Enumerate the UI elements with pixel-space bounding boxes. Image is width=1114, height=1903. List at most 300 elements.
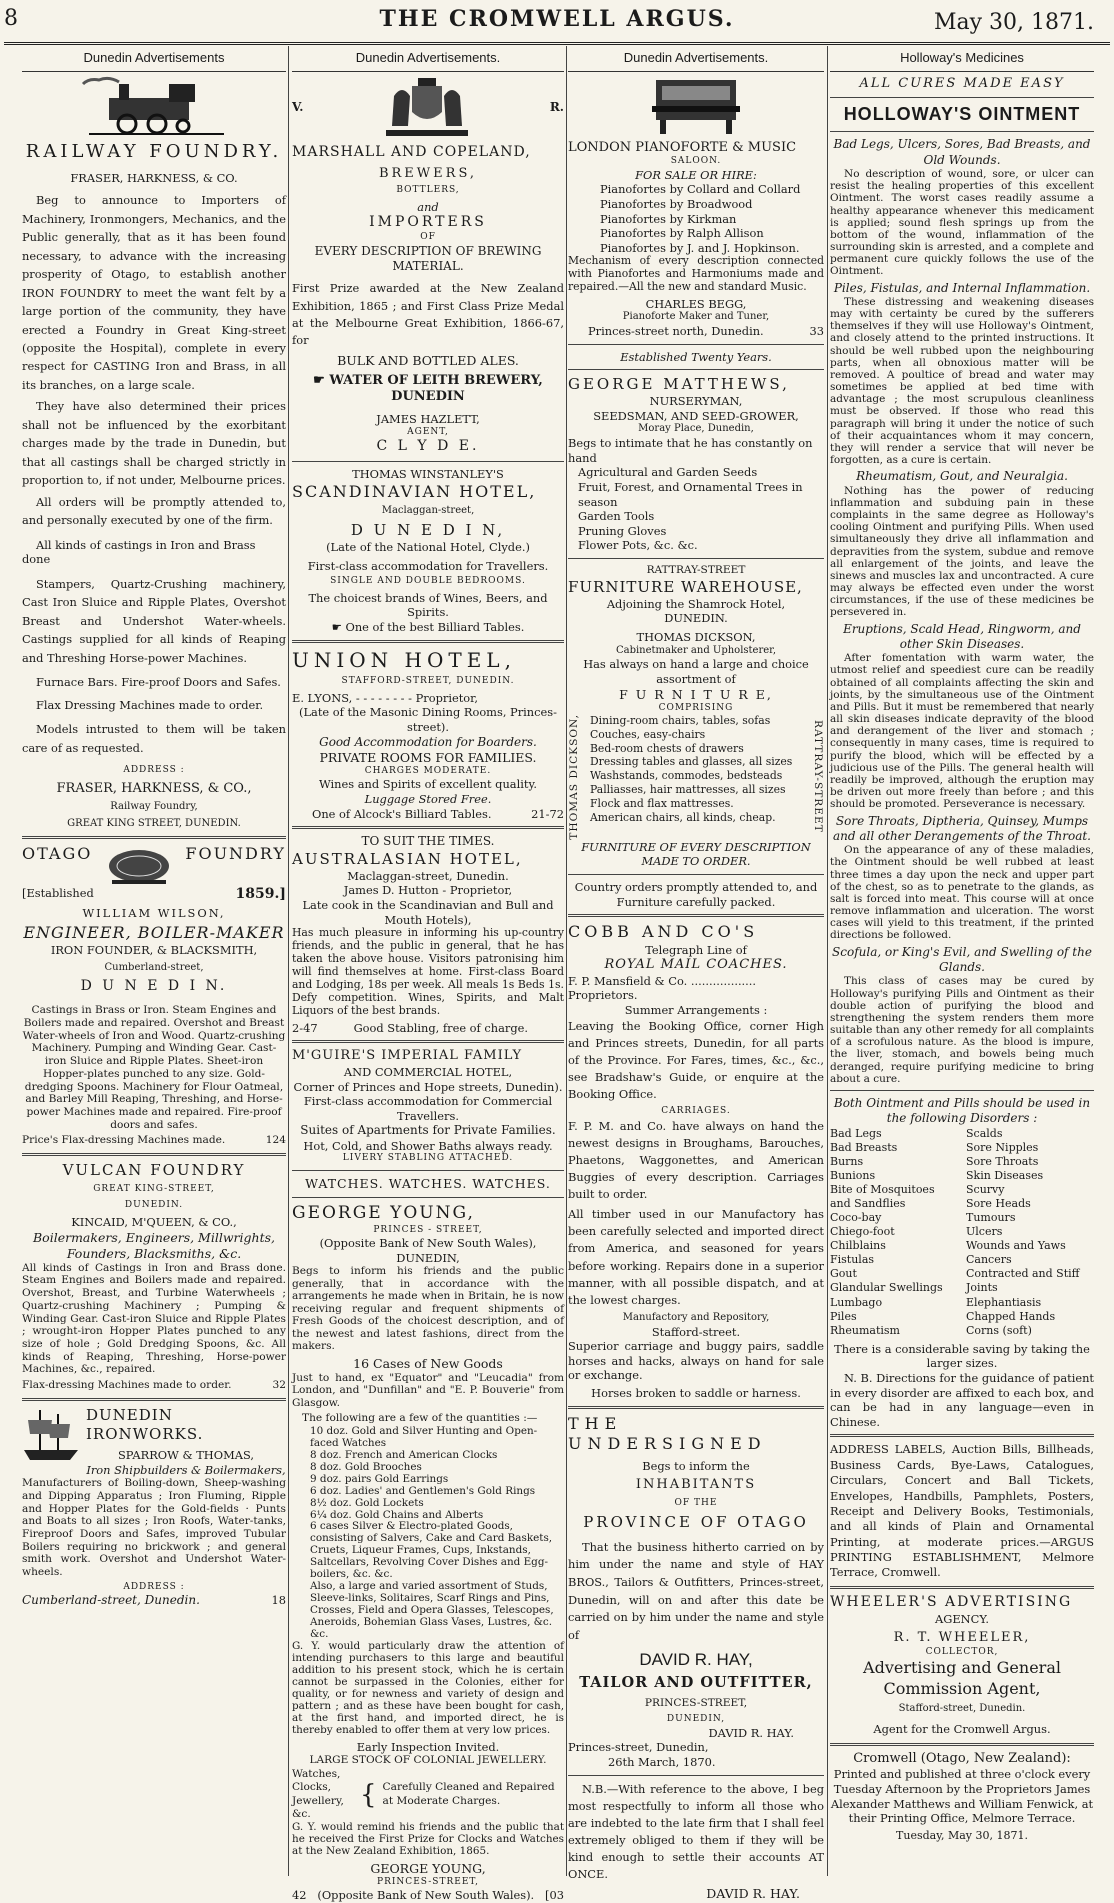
column-header: Dunedin Advertisements bbox=[22, 48, 286, 72]
undersigned-begs: Begs to inform the bbox=[642, 1458, 750, 1473]
vertical-street: RATTRAY-STREET bbox=[812, 720, 824, 834]
column-4 bbox=[830, 48, 1094, 1876]
london-piano-name: CHARLES BEGG, bbox=[645, 296, 747, 311]
divider bbox=[568, 1775, 824, 1776]
list-item: 9 doz. pairs Gold Earrings bbox=[310, 1472, 449, 1485]
australasian-hotel-text: Has much pleasure in informing his up-country friends, and the public in general, that he has taken the above house. Visitors patronising him will find themselves at home. First-class Board and Lodging, 18s per week. All meals 1s Beds 1s. Defy competition. Wines, Spirits, and Malt Liquors of the best brands. bbox=[292, 926, 564, 1017]
cobb-manufactory: Manufactory and Repository, bbox=[622, 1311, 770, 1323]
mguire-hotel-title2: AND COMMERCIAL HOTEL, bbox=[343, 1065, 513, 1079]
furniture-title: FURNITURE WAREHOUSE, bbox=[568, 577, 803, 596]
address-line: FRASER, HARKNESS, & CO., bbox=[56, 780, 252, 796]
masthead bbox=[0, 0, 1114, 46]
holloway-subheading: Sore Throats, Diptheria, Quinsey, Mumps and all other Derangements of the Throat. bbox=[832, 813, 1091, 843]
mguire-hotel-livery: LIVERY STABLING ATTACHED. bbox=[342, 1153, 514, 1164]
scandinavian-hotel-billiards bbox=[292, 620, 564, 635]
column-header: Dunedin Advertisements. bbox=[292, 48, 564, 72]
railway-foundry-text: Furnace Bars. Fire-proof Doors and Safes. bbox=[36, 675, 281, 690]
list-item: Pruning Gloves bbox=[578, 523, 667, 538]
list-item: Bad Legs bbox=[830, 1126, 882, 1140]
cobb-carriages: CARRIAGES. bbox=[661, 1106, 731, 1117]
wheeler-agency: AGENCY. bbox=[935, 1611, 989, 1626]
ad-number: 2-47 bbox=[292, 1020, 318, 1035]
holloway-subheading: Scofula, or King's Evil, and Swelling of the Glands. bbox=[832, 944, 1092, 974]
otago-foundry-word: OTAGO bbox=[22, 844, 93, 864]
column-2 bbox=[292, 48, 564, 1903]
wheeler-collector: COLLECTOR, bbox=[925, 1646, 999, 1657]
list-item: 8 doz. French and American Clocks bbox=[310, 1448, 498, 1461]
divider bbox=[830, 131, 1094, 132]
railway-foundry-firm: FRASER, HARKNESS, & CO. bbox=[70, 170, 238, 185]
list-item: Ulcers bbox=[966, 1225, 1003, 1239]
piano-engraving bbox=[646, 76, 746, 136]
divider bbox=[830, 1090, 1094, 1091]
column-header: Holloway's Medicines bbox=[830, 48, 1094, 72]
holloway-saving: There is a considerable saving by taking the larger sizes. bbox=[834, 1341, 1090, 1371]
london-piano-addr: Princes-street north, Dunedin. bbox=[588, 323, 764, 338]
list-item: Also, a large and varied assortment of Studs, Sleeve-links, Solitaires, Scarf Rings and Pins, Crosses, Field and Opera Glasses, Telescopes, Aneroids, Bohemian Glass Vases, Lustres, &c. &c. bbox=[310, 1580, 554, 1641]
list-item: Chilblains bbox=[830, 1239, 886, 1253]
list-item: Lumbago bbox=[830, 1295, 883, 1309]
royal-cypher-v: V. bbox=[292, 99, 304, 114]
george-young-footer bbox=[292, 1888, 564, 1903]
holloway-subheading: Both Ointment and Pills should be used in the following Disorders : bbox=[833, 1095, 1091, 1126]
tailor-place: Princes-street, Dunedin, bbox=[568, 1740, 709, 1755]
holloway-text: On the appearance of any of these maladies, the Ointment should be well rubbed at least three times a day upon the neck and upper part of the chest, so as to penetrate to the glands, as salt is forced into meat. This course will at once remove inflammation and ulceration. The worst cases will yield to this treatment, if the printed directions be followed. bbox=[830, 844, 1094, 942]
george-young-early: Early Inspection Invited. bbox=[356, 1739, 500, 1754]
divider bbox=[292, 461, 564, 462]
pointing-hand-icon: ☛ bbox=[331, 620, 346, 635]
address-label: ADDRESS : bbox=[123, 765, 185, 776]
divider bbox=[292, 1170, 564, 1171]
column-1 bbox=[22, 48, 286, 1876]
established-year: 1859.] bbox=[235, 886, 286, 903]
tailor-sign: DAVID R. HAY. bbox=[706, 1886, 800, 1902]
marshall-copeland-prize: First Prize awarded at the New Zealand Exhibition, 1865 ; and First Class Prize Medal at the Melbourne Great Exhibition, 1866-67, for bbox=[292, 281, 564, 347]
tailor-nb: N.B.—With reference to the above, I beg most respectfully to inform all those who are indebted to the late firm that I shall feel extremely obliged to them if they will be kind enough to settle their accounts AT ONCE. bbox=[568, 1781, 824, 1882]
vulcan-foundry-street: GREAT KING-STREET, bbox=[93, 1184, 215, 1195]
mguire-hotel-corner: Corner of Princes and Hope streets, Dunedin). First-class accommodation for Commercial Travellers. bbox=[293, 1079, 563, 1123]
list-item: Cancers bbox=[966, 1253, 1012, 1267]
vertical-owner: THOMAS DICKSON, bbox=[568, 714, 580, 840]
furniture-comprising: COMPRISING bbox=[658, 702, 734, 713]
divider bbox=[568, 874, 824, 875]
australasian-hotel-title: AUSTRALASIAN HOTEL, bbox=[292, 849, 523, 868]
furniture-country: Country orders promptly attended to, and Furniture carefully packed. bbox=[574, 879, 818, 909]
holloway-subheading: Bad Legs, Ulcers, Sores, Bad Breasts, and Old Wounds. bbox=[833, 137, 1091, 167]
list-item: Agricultural and Garden Seeds bbox=[578, 465, 758, 480]
cobb-text: F. P. M. and Co. have always on hand the newest designs in Broughams, Barouches, Phaetons, Waggonettes, and American Buggies of every description. Carriages built to order. bbox=[568, 1118, 824, 1202]
george-matthews-nurs: NURSERYMAN, bbox=[649, 394, 743, 409]
union-hotel-street: STAFFORD-STREET, DUNEDIN. bbox=[341, 676, 515, 687]
railway-foundry-text: Flax Dressing Machines made to order. bbox=[36, 697, 264, 712]
list-item: Burns bbox=[830, 1154, 864, 1168]
vulcan-foundry-title: VULCAN FOUNDRY bbox=[62, 1160, 246, 1179]
george-matthews-place: Moray Place, Dunedin, bbox=[638, 423, 754, 435]
union-hotel-title: UNION HOTEL, bbox=[292, 647, 516, 672]
and-label: and bbox=[417, 199, 439, 214]
divider bbox=[22, 836, 286, 839]
george-young-items bbox=[292, 1426, 564, 1641]
railway-foundry-text: Beg to announce to Importers of Machinery, Ironmongers, Mechanics, and the Public generally, that as it has been found necessary, to advance with the increasing prosperity of Otago, to establish another IRON FOUNDRY to meet the want felt by a large portion of the community, they have erected a Foundry in Great King-street (opposite the Hospital), complete in every respect for CASTING Iron and Brass, in all its branches, on a large scale. bbox=[22, 193, 286, 392]
george-young-text: Begs to inform his friends and the public generally, that in accordance with the arrangements he made when in Britain, he is now receiving regular and frequent shipments of Fresh Goods of the choicest description, and of the newest and latest fashions, direct from the makers. bbox=[292, 1265, 564, 1353]
george-matthews-items bbox=[568, 465, 824, 553]
cobb-horses: Horses broken to saddle or harness. bbox=[591, 1386, 801, 1401]
undersigned-text: That the business hitherto carried on by him under the name and style of HAY BROS., Tailors & Outfitters, Princes-street, Dunedin, will on and after this date be carried on by him under the name and style of bbox=[568, 1539, 824, 1642]
holloway-subheading: Eruptions, Scald Head, Ringworm, and other Skin Diseases. bbox=[843, 621, 1081, 651]
london-piano-footer bbox=[568, 324, 824, 339]
list-item: Flock and flax mattresses. bbox=[590, 796, 734, 810]
railway-foundry-text: Models intrusted to them will be taken care of as requested. bbox=[22, 722, 286, 755]
brewery-name: WATER OF LEITH BREWERY, DUNEDIN bbox=[329, 372, 543, 405]
list-item: Bite of Mosquitoes and Sandflies bbox=[830, 1182, 935, 1210]
list-item: Pianofortes by Ralph Allison bbox=[600, 226, 764, 241]
george-young-landed: Just to hand, ex "Equator" and "Leucadia" from London, and "Dunfillan" and "E. P. Bouverie" from Glasgow. bbox=[292, 1371, 564, 1409]
water-of-leith-brewery bbox=[292, 373, 564, 406]
list-item: Gout bbox=[830, 1267, 857, 1281]
otago-foundry-last: Price's Flax-dressing Machines made. bbox=[22, 1134, 226, 1147]
divider bbox=[292, 640, 564, 643]
vulcan-foundry-city: DUNEDIN. bbox=[124, 1199, 184, 1210]
list-item: Chapped Hands bbox=[966, 1309, 1056, 1323]
union-hotel-late: (Late of the Masonic Dining Rooms, Princes-street). bbox=[299, 705, 557, 734]
divider bbox=[292, 826, 564, 829]
union-hotel-good: Good Accommodation for Boarders. bbox=[319, 734, 537, 749]
list-item: Pianofortes by Broadwood bbox=[600, 196, 753, 211]
railway-foundry-text: Stampers, Quartz-Crushing machinery, Cast Iron Sluice and Ripple Plates, Overshot Breast and Undershot Water-wheels. Castings supplied for all kinds of Reaping and Threshing Horse-power Machines. bbox=[22, 576, 286, 665]
scandinavian-hotel-title: SCANDINAVIAN HOTEL, bbox=[292, 481, 537, 501]
divider bbox=[22, 1398, 286, 1401]
dunedin-ironworks-firm: SPARROW & THOMAS, bbox=[117, 1447, 254, 1462]
dunedin-ironworks-trade: Iron Shipbuilders & Boilermakers, bbox=[86, 1462, 286, 1477]
george-young-city: DUNEDIN, bbox=[396, 1250, 460, 1265]
otago-foundry-city: D U N E D I N. bbox=[80, 978, 228, 995]
ad-number: 21-72 bbox=[531, 806, 564, 821]
divider bbox=[568, 558, 824, 559]
list-item: Couches, easy-chairs bbox=[590, 727, 706, 741]
cobb-text: All timber used in our Manufactory has been carefully selected and imported direct from America, and seasoned for years before working. Repairs done in a superior manner, with all possible dispatch, and at the lowest charges. bbox=[568, 1207, 824, 1307]
list-item: Dining-room chairs, tables, sofas bbox=[590, 714, 771, 728]
list-item: Dressing tables and glasses, all sizes bbox=[590, 755, 793, 769]
george-young-cases: 16 Cases of New Goods bbox=[353, 1355, 503, 1371]
union-hotel-charges: CHARGES MODERATE. bbox=[364, 765, 492, 776]
union-hotel-luggage: Luggage Stored Free. bbox=[364, 792, 492, 806]
furniture-adj: Adjoining the Shamrock Hotel, bbox=[606, 596, 786, 611]
otago-foundry-heading bbox=[22, 844, 286, 886]
page-number: 8 bbox=[4, 6, 18, 31]
address-line: GREAT KING STREET, DUNEDIN. bbox=[67, 818, 241, 830]
scandinavian-hotel-street: Maclaggan-street, bbox=[381, 505, 475, 517]
list-item: Fistulas bbox=[830, 1253, 875, 1267]
address-line: Cumberland-street, Dunedin. bbox=[22, 1593, 200, 1608]
dunedin-ironworks-text: Manufacturers of Boiling-down, Sheep-washing and Dipping Apparatus ; Iron Fluming, Ripple and Hopper Plates for the Gold-fields · Punts and Boats to all sizes ; Iron Roofs, Water-tanks, Fireproof Doors and Safes, improved Tubular Boilers requiring no brickwork ; and general smith work. Overshot and Undershot Water-wheels. bbox=[22, 1477, 286, 1579]
list-item: Washstands, commodes, bedsteads bbox=[590, 769, 783, 783]
furniture-owner: THOMAS DICKSON, bbox=[636, 629, 756, 644]
divider bbox=[568, 369, 824, 370]
george-young-large: LARGE STOCK OF COLONIAL JEWELLERY. bbox=[309, 1754, 547, 1767]
tailor-sign: DAVID R. HAY. bbox=[708, 1725, 794, 1740]
mguire-hotel-baths: Hot, Cold, and Shower Baths always ready. bbox=[303, 1138, 553, 1153]
marshall-copeland-title: MARSHALL AND COPELAND, bbox=[292, 143, 531, 160]
london-piano-mech: Mechanism of every description connected with Pianofortes and Harmoniums made and repaired.—All the new and standard Music. bbox=[568, 254, 824, 293]
list-item: Garden Tools bbox=[578, 509, 655, 524]
brewing-material: EVERY DESCRIPTION OF BREWING MATERIAL. bbox=[314, 243, 542, 274]
tailor-street: PRINCES-STREET, bbox=[644, 1696, 748, 1709]
divider bbox=[830, 1586, 1094, 1589]
tailor-trade: TAILOR AND OUTFITTER, bbox=[579, 1674, 813, 1692]
australasian-hotel-footer bbox=[292, 1021, 564, 1036]
george-young-street2: PRINCES-STREET, bbox=[377, 1876, 479, 1887]
vulcan-foundry-text: All kinds of Castings in Iron and Brass done. Steam Engines and Boilers made and repaired. Overshot, Breast, and Turbine Waterwheels ; Quartz-crushing Machinery ; Pumping & Winding Gear. Cast-iron Sluice and Ripple Plates ; wrought-iron Hopper Plates punched to any size of hole ; Gold Dredging Spoons, &c. All kinds of Reaping, Threshing, Horse-power Machines, &c., repaired. bbox=[22, 1261, 286, 1376]
scandinavian-hotel-city: D U N E D I N, bbox=[350, 520, 506, 539]
dunedin-ironworks-heading bbox=[22, 1406, 286, 1478]
list-item: Pianofortes by Kirkman bbox=[600, 211, 737, 226]
cobb-summer: Summer Arrangements : bbox=[624, 1003, 768, 1018]
list-item: 8 doz. Gold Brooches bbox=[310, 1460, 422, 1473]
ad-number: 42 bbox=[292, 1888, 307, 1903]
vulcan-foundry-last: Flax-dressing Machines made to order. bbox=[22, 1379, 232, 1392]
list-item: Coco-bay bbox=[830, 1211, 882, 1225]
list-item: Tumours bbox=[966, 1211, 1016, 1225]
london-piano-title: LONDON PIANOFORTE & MUSIC bbox=[568, 139, 797, 155]
list-item: Rheumatism bbox=[830, 1323, 900, 1337]
otago-foundry-list: Castings in Brass or Iron. Steam Engines and Boilers made and repaired. Overshot and Breast Water-wheels of Iron and Wood. Quartz-crushing Machinery. Pumping and Winding Gear. Cast-iron Sluice and Ripple Plates. Sheet-iron Hopper-plates punched to any size. Gold-dredging Spoons. Machinery for Flour Oatmeal, and Barley Mill Reaping, Threshing, and Horse-power Machines made and repaired. Fire-proof doors and safes. bbox=[22, 1004, 286, 1131]
cobb-royal: ROYAL MAIL COACHES. bbox=[604, 957, 788, 973]
list-item: Glandular Swellings bbox=[830, 1281, 943, 1295]
george-young-title: GEORGE YOUNG, bbox=[292, 1202, 475, 1223]
list-item: 10 doz. Gold and Silver Hunting and Open-faced Watches bbox=[310, 1424, 538, 1449]
george-young-remind: G. Y. would remind his friends and the public that he received the First Prize for Clocks and Watches at the New Zealand Exhibition, 1865. bbox=[292, 1820, 564, 1857]
list-item: 6 doz. Ladies' and Gentlemen's Gold Rings bbox=[310, 1484, 536, 1497]
of-label: OF bbox=[420, 232, 436, 243]
holloway-text: These distressing and weakening diseases may with certainty be cured by the sufferers themselves if they will use Holloway's Ointment, and closely attend to the printed instructions. It should be well rubbed upon the neighbouring parts, when all obnoxious matter will be removed. A poultice of bread and water may sometimes be applied at bed time with advantage ; the most scrupulous cleanliness must be observed. If those who read this paragraph will bring it under the notice of such of their acquaintances whom it may concern, they will render a service that will never be forgotten, as a cure is certain. bbox=[830, 295, 1094, 467]
furniture-trade: Cabinetmaker and Upholsterer, bbox=[615, 644, 777, 656]
scandinavian-hotel-first: First-class accommodation for Travellers. bbox=[307, 558, 549, 573]
railway-foundry-text: They have also determined their prices shall not be influenced by the exorbitant charges made by the trade in Dunedin, but that all castings shall be charged strictly in proportion to, if not under, Melbourne prices. bbox=[22, 399, 286, 488]
divider bbox=[830, 1434, 1094, 1437]
list-item: American chairs, all kinds, cheap. bbox=[590, 810, 776, 824]
list-item: Pianofortes by Collard and Collard bbox=[600, 182, 801, 197]
established-label: [Established bbox=[22, 886, 94, 901]
london-piano-list bbox=[568, 182, 824, 255]
george-young-repairs bbox=[292, 1768, 564, 1822]
otago-foundry-owner: WILLIAM WILSON, bbox=[82, 905, 226, 920]
list-item: Wounds and Yaws bbox=[966, 1239, 1066, 1253]
locomotive-engraving bbox=[79, 76, 229, 136]
scandinavian-hotel-prop: THOMAS WINSTANLEY'S bbox=[352, 467, 504, 482]
scandinavian-hotel-rooms: SINGLE AND DOUBLE BEDROOMS. bbox=[330, 576, 526, 587]
imprint-date: Tuesday, May 30, 1871. bbox=[896, 1828, 1028, 1842]
brewers-label: BREWERS, bbox=[378, 165, 478, 181]
otago-foundry-trade2: IRON FOUNDER, & BLACKSMITH, bbox=[50, 943, 258, 958]
divider bbox=[830, 1743, 1094, 1746]
furniture-every: FURNITURE OF EVERY DESCRIPTION MADE TO ORDER. bbox=[581, 839, 811, 869]
undersigned-ofthe: OF THE bbox=[674, 1497, 718, 1508]
railway-foundry-title: RAILWAY FOUNDRY. bbox=[25, 140, 283, 162]
wheeler-agent: Agent for the Cromwell Argus. bbox=[873, 1722, 1051, 1737]
otago-foundry-established bbox=[22, 886, 286, 904]
otago-foundry-footer bbox=[22, 1134, 286, 1148]
masthead-rule bbox=[4, 42, 1110, 45]
furniture-street: RATTRAY-STREET bbox=[646, 564, 746, 577]
furniture-word: F U R N I T U R E, bbox=[619, 686, 773, 702]
boiler-engraving bbox=[104, 844, 174, 886]
bottlers-label: BOTTLERS, bbox=[396, 185, 460, 196]
london-piano-sale: FOR SALE OR HIRE: bbox=[635, 167, 757, 182]
undersigned-inhabitants: INHABITANTS bbox=[635, 1477, 757, 1493]
george-young-opp: (Opposite Bank of New South Wales), bbox=[319, 1236, 537, 1251]
watches-banner: WATCHES. WATCHES. WATCHES. bbox=[305, 1175, 551, 1191]
holloway-text: After fomentation with warm water, the utmost relief and speediest cure can be readily obtained of all complaints affecting the skin and joints, by the simultaneous use of the Ointment and Pills. But it must be remembered that nearly all skin diseases indicate depravity of the blood and derangement of the liver and stomach ; consequently in many cases, time is required to purify the blood, which will be effected by a judicious use of the Pills. The general health will readily be improved, although the eruption may be driven out more freely than before ; and this should be promoted. Perseverance is necessary. bbox=[830, 652, 1094, 811]
disorders-left bbox=[830, 1127, 958, 1338]
ad-number: 32 bbox=[272, 1379, 286, 1392]
furniture-list bbox=[584, 714, 808, 840]
london-piano-saloon: SALOON. bbox=[670, 156, 722, 167]
repair-terms: Carefully Cleaned and Repaired at Moderate Charges. bbox=[382, 1781, 555, 1807]
tailor-name: DAVID R. HAY, bbox=[639, 1649, 753, 1669]
union-hotel-billiards: One of Alcock's Billiard Tables. bbox=[312, 806, 492, 821]
holloway-text: This class of cases may be cured by Holloway's purifying Pills and Ointment as their double action of purifying the blood and strengthening the system renders them more suitable than any other remedy for all complaints of a scrofulous nature. As the blood is impure, the liver, stomach, and bowels being much deranged, require purifying medicine to bring about a cure. bbox=[830, 975, 1094, 1085]
royal-coat-of-arms bbox=[372, 76, 482, 140]
list-item: Corns (soft) bbox=[966, 1323, 1032, 1337]
scandinavian-hotel-wines: The choicest brands of Wines, Beers, and Spirits. bbox=[308, 590, 548, 620]
list-item: Elephantiasis bbox=[966, 1295, 1042, 1309]
vulcan-foundry-trade: Boilermakers, Engineers, Millwrights, Founders, Blacksmiths, &c. bbox=[33, 1229, 275, 1261]
undersigned-province: PROVINCE OF OTAGO bbox=[583, 1513, 809, 1532]
list-item: Piles bbox=[830, 1309, 857, 1323]
cobb-text: Superior carriage and buggy pairs, saddle horses and hacks, always on hand for sale or exchange. bbox=[568, 1339, 824, 1383]
column-3 bbox=[568, 48, 824, 1902]
dunedin-ironworks-address bbox=[22, 1593, 286, 1608]
holloway-subheading: Rheumatism, Gout, and Neuralgia. bbox=[856, 469, 1068, 484]
railway-foundry-text: All kinds of castings in Iron and Brass done bbox=[22, 537, 256, 567]
list-item: Pianofortes by J. and J. Hopkinson. bbox=[600, 240, 800, 255]
ad-number: 18 bbox=[271, 1593, 286, 1608]
list-item: Contracted and Stiff Joints bbox=[966, 1267, 1080, 1295]
list-item: Bad Breasts bbox=[830, 1140, 898, 1154]
holloway-title: HOLLOWAY'S OINTMENT bbox=[843, 104, 1081, 125]
imprint-text: Printed and published at three o'clock every Tuesday Afternoon by the Proprietors James Alexander Matthews and William Fenwick, at their Printing Office, Melmore Terrace. bbox=[830, 1767, 1094, 1826]
list-item: Sore Throats bbox=[966, 1154, 1039, 1168]
list-item: Scalds bbox=[966, 1126, 1003, 1140]
divider bbox=[292, 1197, 564, 1198]
wheeler-name: R. T. WHEELER, bbox=[893, 1630, 1031, 1646]
list-item: Fruit, Forest, and Ornamental Trees in season bbox=[578, 480, 803, 509]
vulcan-foundry-footer bbox=[22, 1379, 286, 1393]
divider bbox=[830, 97, 1094, 98]
cobb-telegraph: Telegraph Line of bbox=[645, 942, 747, 957]
george-young-name: GEORGE YOUNG, bbox=[370, 1860, 486, 1876]
furniture-hand: Has always on hand a large and choice assortment of bbox=[583, 657, 809, 686]
column-divider bbox=[566, 46, 567, 1876]
holloway-nb: N. B. Directions for the guidance of patient in every disorder are affixed to each box, and can be had in any language—even in Chinese. bbox=[830, 1370, 1094, 1429]
tailor-city: DUNEDIN, bbox=[666, 1714, 726, 1725]
holloway-text: Nothing has the power of reducing inflammation and subduing pain in these complaints in the same degree as Holloway's cooling Ointment and purifying Pills. When used simultaneously they drive all inflammation and depravities from the system, subdue and remove all enlargement of the joints, and leave the sinews and muscles lax and uncontracted. A cure may always be effected even under the worst circumstances, if the use of these medicines be persevered in. bbox=[830, 484, 1094, 619]
list-item: Sore Heads bbox=[966, 1196, 1031, 1210]
george-matthews-title: GEORGE MATTHEWS, bbox=[568, 375, 790, 394]
list-item: 6¼ doz. Gold Chains and Alberts bbox=[310, 1508, 484, 1521]
australasian-hotel-street: Maclaggan-street, Dunedin. bbox=[347, 868, 509, 883]
mguire-hotel-title: M'GUIRE'S IMPERIAL FAMILY bbox=[292, 1048, 523, 1064]
divider bbox=[568, 1406, 824, 1409]
union-hotel-wines: Wines and Spirits of excellent quality. bbox=[319, 777, 537, 792]
list-item: Scurvy bbox=[966, 1182, 1005, 1196]
royal-cypher-r: R. bbox=[549, 99, 564, 114]
ad-number: [03 bbox=[545, 1888, 564, 1903]
address-line: Railway Foundry, bbox=[110, 801, 198, 813]
agent-town: C L Y D E. bbox=[376, 438, 480, 455]
column-header: Dunedin Advertisements. bbox=[568, 48, 824, 72]
ship-engraving bbox=[22, 1406, 80, 1464]
address-label: ADDRESS : bbox=[123, 1581, 185, 1592]
tailor-date: 26th March, 1870. bbox=[608, 1755, 716, 1770]
australasian-hotel-late: Late cook in the Scandinavian and Bull and Mouth Hotels), bbox=[302, 897, 554, 927]
otago-foundry-word: FOUNDRY bbox=[185, 844, 286, 864]
divider bbox=[292, 1040, 564, 1043]
list-item: Palliasses, hair mattresses, all sizes bbox=[590, 783, 786, 797]
furniture-city: DUNEDIN. bbox=[664, 611, 728, 626]
scandinavian-hotel-late: (Late of the National Hotel, Clyde.) bbox=[326, 540, 530, 555]
disorders-table bbox=[830, 1127, 1094, 1338]
undersigned-title: THE UNDERSIGNED bbox=[568, 1413, 767, 1454]
list-item: Sore Nipples bbox=[966, 1140, 1039, 1154]
importers-label: IMPORTERS bbox=[369, 214, 487, 231]
furniture-list-block bbox=[568, 714, 824, 840]
list-item: 6 cases Silver & Electro-plated Goods, consisting of Salvers, Cake and Card Baskets, Cruets, Liqueur Frames, Cups, Inkstands, Saltcellars, Revolving Cover Dishes and Egg-boilers, &c. &c. bbox=[310, 1520, 553, 1581]
cobb-street: Stafford-street. bbox=[651, 1324, 741, 1339]
list-item: Skin Diseases bbox=[966, 1168, 1044, 1182]
george-young-opp2: (Opposite Bank of New South Wales). bbox=[317, 1888, 535, 1903]
repair-items: Watches, Clocks, Jewellery, &c. bbox=[292, 1767, 344, 1821]
divider bbox=[568, 344, 824, 345]
issue-date: May 30, 1871. bbox=[933, 10, 1094, 35]
divider bbox=[22, 1153, 286, 1156]
holloway-text: No description of wound, sore, or ulcer can resist the healing properties of this excellent Ointment. The worst cases readily assume a healthy appearance whenever this medicament is applied; sound flesh springs up from the bottom of the wound, inflammation of the surrounding skin is arrested, and a complete and permanent cure quickly follows the use of the Ointment. bbox=[830, 168, 1094, 278]
cobb-prop: F. P. Mansfield & Co. .................. Proprietors. bbox=[568, 973, 757, 1003]
george-matthews-body: Begs to intimate that he has constantly on hand bbox=[568, 436, 813, 465]
australasian-hotel-stabling: Good Stabling, free of charge. bbox=[353, 1020, 528, 1035]
london-piano-trade: Pianoforte Maker and Tuner, bbox=[622, 311, 770, 323]
vulcan-foundry-firm: KINCAID, M'QUEEN, & CO., bbox=[71, 1215, 237, 1230]
divider bbox=[568, 914, 824, 917]
agent-label: AGENT, bbox=[407, 426, 449, 437]
george-matthews-est: Established Twenty Years. bbox=[620, 349, 772, 364]
brace-icon: { bbox=[360, 1779, 377, 1810]
union-hotel-private: PRIVATE ROOMS FOR FAMILIES. bbox=[319, 749, 537, 765]
holloway-all-cures: ALL CURES MADE EASY bbox=[859, 75, 1065, 91]
argus-printing-ad: ADDRESS LABELS, Auction Bills, Billheads, Business Cards, Bye-Laws, Catalogues, Circulars, Concert and Ball Tickets, Envelopes, Handbills, Pamphlets, Posters, Receipt and Delivery Books, Testimonials, and all kinds of Plain and Ornamental Printing, at moderate prices.—ARGUS PRINTING ESTABLISHMENT, Melmore Terrace, Cromwell. bbox=[830, 1442, 1094, 1580]
list-item: Bed-room chests of drawers bbox=[590, 741, 744, 755]
wheeler-title: WHEELER'S ADVERTISING bbox=[830, 1593, 1073, 1610]
mguire-hotel-suites: Suites of Apartments for Private Families. bbox=[300, 1123, 556, 1138]
list-item: 8½ doz. Gold Lockets bbox=[310, 1496, 424, 1509]
column-divider bbox=[288, 46, 289, 1876]
bulk-ales: BULK AND BOTTLED ALES. bbox=[337, 352, 519, 368]
list-item: Chiego-foot bbox=[830, 1225, 895, 1239]
ad-number: 124 bbox=[265, 1134, 286, 1147]
australasian-hotel-slogan: TO SUIT THE TIMES. bbox=[361, 834, 495, 849]
holloway-subheading: Piles, Fistulas, and Internal Inflammation. bbox=[833, 280, 1091, 295]
column-divider bbox=[827, 46, 828, 1876]
union-hotel-footer bbox=[292, 807, 564, 822]
george-young-note: G. Y. would particularly draw the attention of intending purchasers to this large and beautiful addition to his present stock, which he is certain cannot be surpassed in the Colonies, either for quality, or for newness and variety of design and pattern ; and as these have been bought for cash, at the first hand, and imported direct, he is thereby enabled to offer them at very low prices. bbox=[292, 1640, 564, 1736]
george-young-follow: The following are a few of the quantities :— bbox=[302, 1412, 538, 1425]
wheeler-trade: Advertising and General Commission Agent, bbox=[863, 1658, 1061, 1698]
george-matthews-seeds: SEEDSMAN, AND SEED-GROWER, bbox=[593, 408, 799, 423]
newspaper-title: THE CROMWELL ARGUS. bbox=[379, 6, 735, 32]
ad-number: 33 bbox=[809, 323, 824, 338]
otago-foundry-trade: ENGINEER, BOILER-MAKER bbox=[23, 922, 285, 942]
australasian-hotel-prop: James D. Hutton - Proprietor, bbox=[343, 883, 513, 898]
